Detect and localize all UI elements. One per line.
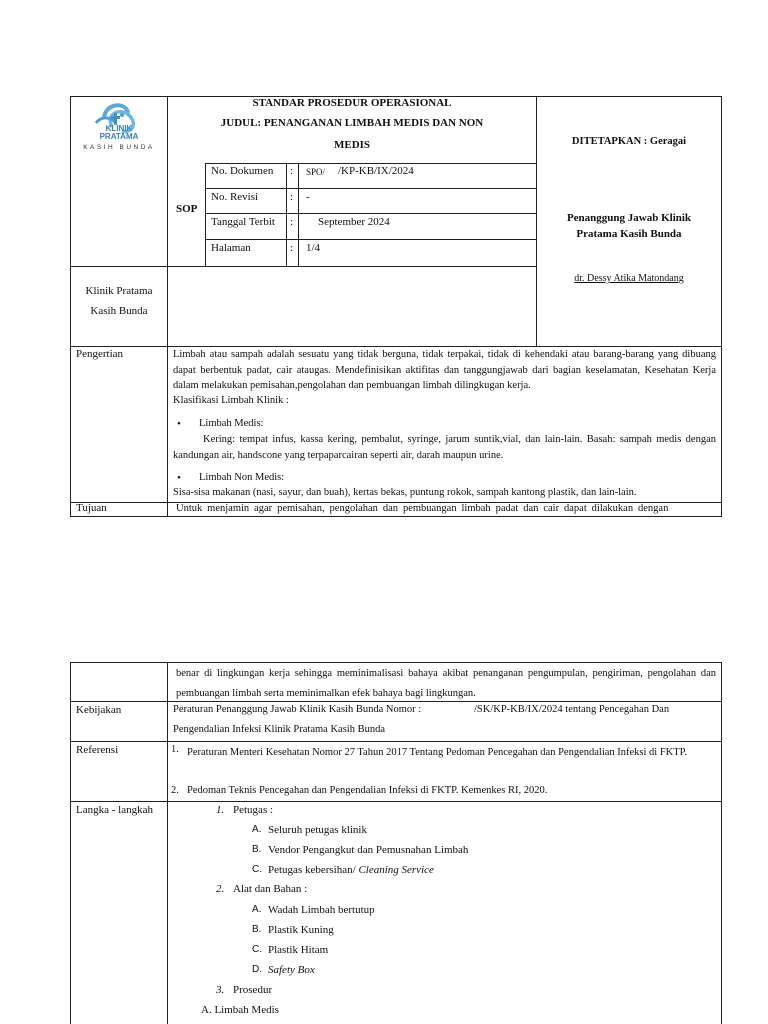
step-3-number: 3.: [216, 984, 225, 996]
step-1b-text: Vendor Pengangkut dan Pemusnahan Limbah: [268, 844, 469, 856]
limbah-medis-title: Limbah Medis:: [199, 418, 264, 429]
doc-number-colon: :: [290, 165, 294, 177]
bullet-icon: •: [177, 472, 181, 484]
kebijakan-label: Kebijakan: [76, 704, 122, 716]
logo-text-pratama: PRATAMA: [99, 132, 139, 141]
responsible-title-line1: Penanggung Jawab Klinik: [566, 212, 692, 224]
step-2c-text: Plastik Hitam: [268, 944, 329, 956]
ref-1-text: Peraturan Menteri Kesehatan Nomor 27 Tahun 2017 Tentang Pedoman Pencegahan dan Pengendalian Infeksi di FKTP.: [187, 747, 687, 758]
step-2a-letter: A.: [252, 904, 262, 915]
ref-2-text: Pedoman Teknis Pencegahan dan Pengendalian Infeksi di FKTP. Kemenkes RI, 2020.: [187, 785, 548, 796]
page-colon: :: [290, 242, 294, 254]
step-1c-text: Petugas kebersihan/ Cleaning Service: [268, 864, 434, 876]
doc-number-prefix: SPO/: [306, 167, 326, 177]
responsible-title-line2: Pratama Kasih Bunda: [576, 228, 682, 240]
clinic-logo: [74, 97, 164, 159]
kebijakan-text-line1a: Peraturan Penanggung Jawab Klinik Kasih Bunda Nomor :: [173, 704, 422, 715]
doc-number-label: No. Dokumen: [211, 165, 274, 177]
revision-value: -: [306, 191, 310, 203]
tujuan-text: Untuk menjamin agar pemisahan, pengolahan dan pembuangan limbah padat dan cair dapat dilakukan dengan: [176, 503, 669, 514]
pengertian-label: Pengertian: [76, 348, 124, 360]
logo-text-klinik: KLINIK: [105, 124, 133, 133]
tujuan-continued: benar di lingkungan kerja sehingga meminimalisasi bahaya akibat penanganan pengumpulan, pengiriman, pengolahan dan pembuangan limbah serta meminimalkan efek bahaya bagi lingkungan.: [176, 668, 716, 699]
ref-1-number: 1.: [171, 744, 179, 755]
sop-subject-line2: MEDIS: [333, 139, 371, 151]
langkah-label: Langka - langkah: [76, 804, 153, 816]
doctor-name: dr. Dessy Atika Matondang: [574, 273, 684, 284]
sop-title: STANDAR PROSEDUR OPERASIONAL: [252, 97, 452, 109]
step-1-number: 1.: [216, 804, 225, 816]
pengertian-text: Limbah atau sampah adalah sesuatu yang tidak berguna, tidak terpakai, tidak di kehendaki atau barang-barang yang dibuang dapat berbentuk padat, cair ataugas. Mendefinisikan aktifitas dan tanggungjawab dari bagian keselamatan, Kesehatan Kerja dalam melakukan pemisahan,pengolahan dan pembuangan limbah dilingkugan kerja.: [173, 349, 716, 391]
revision-colon: :: [290, 191, 294, 203]
kebijakan-text-line1b: /SK/KP-KB/IX/2024 tentang Pencegahan Dan: [474, 704, 670, 715]
clinic-name-line1: Klinik Pratama: [85, 285, 153, 297]
step-1-title: Petugas :: [233, 804, 274, 816]
step-2b-letter: B.: [252, 924, 262, 935]
limbah-medis-desc: Kering: tempat infus, kassa kering, pembalut, syringe, jarum suntik,vial, dan lain-lain. Basah: sampah medis dengan kandungan air, handscone yang terpaparcairan seperti air, darah maupun urine.: [173, 434, 716, 461]
issue-date-value: September 2024: [318, 216, 390, 228]
step-2a-text: Wadah Limbah bertutup: [268, 904, 375, 916]
limbah-nonmedis-title: Limbah Non Medis:: [199, 472, 285, 483]
logo-text-kasih-bunda: KASIH BUNDA: [83, 144, 155, 151]
doc-number-value: /KP-KB/IX/2024: [338, 165, 414, 177]
sop-label: SOP: [176, 203, 198, 215]
step-1a-text: Seluruh petugas klinik: [268, 824, 367, 836]
clinic-name-line2: Kasih Bunda: [90, 305, 148, 317]
step-1b-letter: B.: [252, 844, 262, 855]
kebijakan-text-line2: Pengendalian Infeksi Klinik Pratama Kasih Bunda: [173, 724, 385, 735]
ref-2-number: 2.: [171, 785, 179, 796]
step-3-title: Prosedur: [233, 984, 273, 996]
bullet-icon: •: [177, 418, 181, 430]
page-value: 1/4: [306, 242, 321, 254]
klasifikasi-heading: Klasifikasi Limbah Klinik :: [173, 395, 289, 406]
step-2-number: 2.: [216, 883, 225, 895]
ditetapkan-text: DITETAPKAN : Geragai: [571, 136, 687, 147]
step-2b-text: Plastik Kuning: [268, 924, 334, 936]
step-2d-text: Safety Box: [268, 964, 315, 976]
revision-label: No. Revisi: [211, 191, 259, 203]
limbah-nonmedis-desc: Sisa-sisa makanan (nasi, sayur, dan buah), kertas bekas, puntung rokok, sampah kantong plastik, dan lain-lain.: [173, 487, 637, 498]
step-2c-letter: C.: [252, 944, 262, 955]
step-3a-text: A. Limbah Medis: [201, 1004, 279, 1016]
tujuan-label: Tujuan: [76, 502, 107, 514]
issue-date-label: Tanggal Terbit: [211, 216, 275, 228]
step-1a-letter: A.: [252, 824, 262, 835]
step-2d-letter: D.: [252, 964, 262, 975]
referensi-label: Referensi: [76, 744, 119, 756]
step-1c-letter: C.: [252, 864, 262, 875]
sop-subject-line1: JUDUL: PENANGANAN LIMBAH MEDIS DAN NON: [220, 117, 484, 129]
step-2-title: Alat dan Bahan :: [233, 883, 308, 895]
issue-date-colon: :: [290, 216, 294, 228]
page-label: Halaman: [211, 242, 251, 254]
